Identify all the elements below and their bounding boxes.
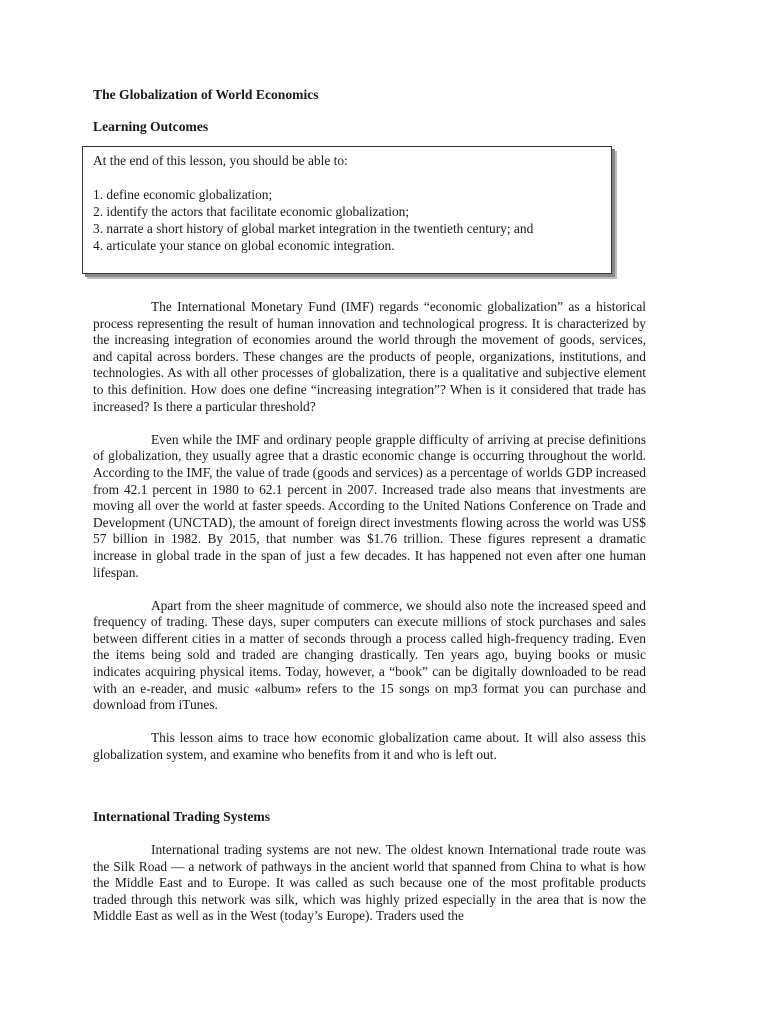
learning-outcome-item: 1. define economic globalization;	[93, 187, 273, 202]
learning-outcome-item: 3. narrate a short history of global market integration in the twentieth century; and	[93, 221, 534, 236]
section-heading: International Trading Systems	[93, 809, 270, 824]
learning-outcomes-list	[93, 186, 601, 254]
body-paragraph: Even while the IMF and ordinary people grapple difficulty of arriving at precise definitions of globalization, they usually agree that a drastic economic change is occurring throughout the world. According to the IMF, the value of trade (goods and services) as a percentage of worlds GDP increased from 42.1 percent in 1980 to 62.1 percent in 2007. Increased trade also means that investments are moving all over the world at faster speeds. According to the United Nations Conference on Trade and Development (UNCTAD), the amount of foreign direct investments flowing across the world was US$ 57 billion in 1982. By 2015, that number was $1.76 trillion. These figures represent a dramatic increase in global trade in the span of just a few decades. It has happened not even after one human lifespan.	[93, 431, 646, 580]
learning-outcomes-intro: At the end of this lesson, you should be able to:	[93, 153, 348, 168]
body-paragraph: This lesson aims to trace how economic globalization came about. It will also assess this globalization system, and examine who benefits from it and who is left out.	[93, 730, 646, 763]
intro-body	[93, 299, 646, 780]
learning-outcomes-heading: Learning Outcomes	[93, 119, 209, 134]
document-title: The Globalization of World Economics	[93, 87, 319, 102]
learning-outcome-item: 2. identify the actors that facilitate economic globalization;	[93, 204, 410, 219]
section-body	[93, 842, 646, 925]
learning-outcomes-box	[82, 146, 612, 274]
body-paragraph: International trading systems are not new. The oldest known International trade route was the Silk Road — a network of pathways in the ancient world that spanned from China to what is how the Middle East and to Europe. It was called as such because one of the most profitable products traded through this network was silk, which was highly prized especially in the area that is now the Middle East as well as in the West (today’s Europe). Traders used the	[93, 842, 646, 924]
body-paragraph: The International Monetary Fund (IMF) regards “economic globalization” as a historical process representing the result of human innovation and technological progress. It is characterized by the increasing integration of economies around the world through the movement of goods, services, and capital across borders. These changes are the products of people, organizations, institutions, and technologies. As with all other processes of globalization, there is a qualitative and subjective element to this definition. How does one define “increasing integration”? When is it considered that trade has increased? Is there a particular threshold?	[93, 299, 646, 414]
learning-outcome-item: 4. articulate your stance on global economic integration.	[93, 238, 395, 253]
body-paragraph: Apart from the sheer magnitude of commerce, we should also note the increased speed and frequency of trading. These days, super computers can execute millions of stock purchases and sales between different cities in a matter of seconds through a process called high-frequency trading. Even the items being sold and traded are changing drastically. Ten years ago, buying books or music indicates acquiring physical items. Today, however, a “book” can be digitally downloaded to be read with an e-reader, and music «album» refers to the 15 songs on mp3 format you can purchase and download from iTunes.	[93, 597, 646, 713]
